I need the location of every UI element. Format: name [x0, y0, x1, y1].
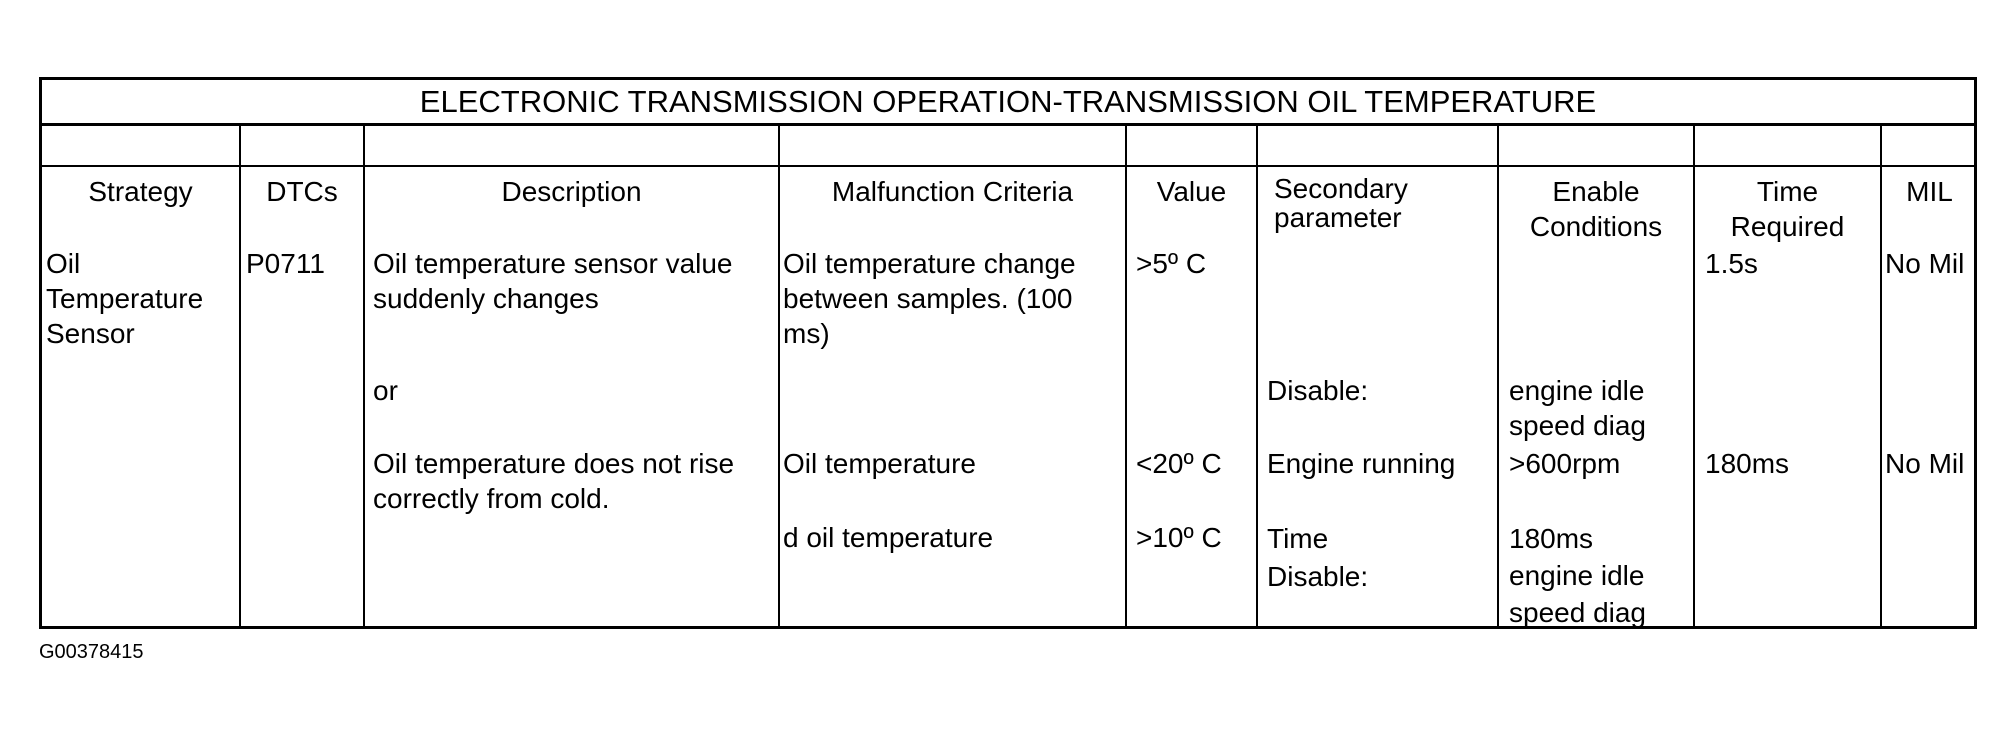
row-divider — [42, 165, 1974, 167]
cell-secondary-1: Disable: — [1267, 375, 1369, 406]
cell-description-2: Oil temperature does not rise correctly from cold. — [373, 448, 735, 514]
cell-mil-2: No Mil — [1885, 448, 1965, 479]
cell-enable-1: engine idle speed diag — [1509, 375, 1647, 441]
cell-value-1: >5º C — [1136, 248, 1207, 279]
header-description: Description — [501, 176, 642, 207]
column-divider — [1256, 126, 1258, 626]
header-enable-conditions: Enable Conditions — [1529, 176, 1663, 242]
cell-time-2: 180ms — [1705, 448, 1790, 479]
header-value: Value — [1156, 176, 1227, 207]
diagnostic-table — [39, 77, 1977, 629]
header-dtcs: DTCs — [266, 176, 338, 207]
figure-code: G00378415 — [39, 641, 144, 663]
cell-enable-2: >600rpm — [1509, 448, 1621, 479]
header-malfunction-criteria: Malfunction Criteria — [831, 176, 1074, 207]
cell-malfunction-2: Oil temperature — [783, 448, 976, 479]
cell-value-2: <20º C — [1136, 448, 1222, 479]
cell-description-1: Oil temperature sensor value suddenly changes — [373, 248, 733, 314]
cell-enable-3: 180ms engine idle speed diag — [1509, 523, 1647, 628]
header-mil: MIL — [1906, 176, 1953, 207]
cell-value-3: >10º C — [1136, 522, 1222, 553]
cell-mil-1: No Mil — [1885, 248, 1965, 279]
cell-secondary-3: Time Disable: — [1267, 523, 1369, 592]
table-title: ELECTRONIC TRANSMISSION OPERATION-TRANSMISSION OIL TEMPERATURE — [42, 80, 1974, 126]
cell-time-1: 1.5s — [1705, 248, 1758, 279]
header-time-required: Time Required — [1730, 176, 1845, 242]
header-strategy: Strategy — [88, 176, 193, 207]
cell-malfunction-1: Oil temperature change between samples. (100 ms) — [783, 248, 1076, 349]
cell-secondary-2: Engine running — [1267, 448, 1456, 479]
cell-malfunction-3: d oil temperature — [783, 522, 994, 553]
cell-dtc: P0711 — [246, 248, 325, 279]
header-secondary-parameter: Secondary parameter — [1274, 173, 1408, 233]
cell-strategy: Oil Temperature Sensor — [46, 248, 204, 349]
cell-description-or: or — [373, 375, 398, 406]
